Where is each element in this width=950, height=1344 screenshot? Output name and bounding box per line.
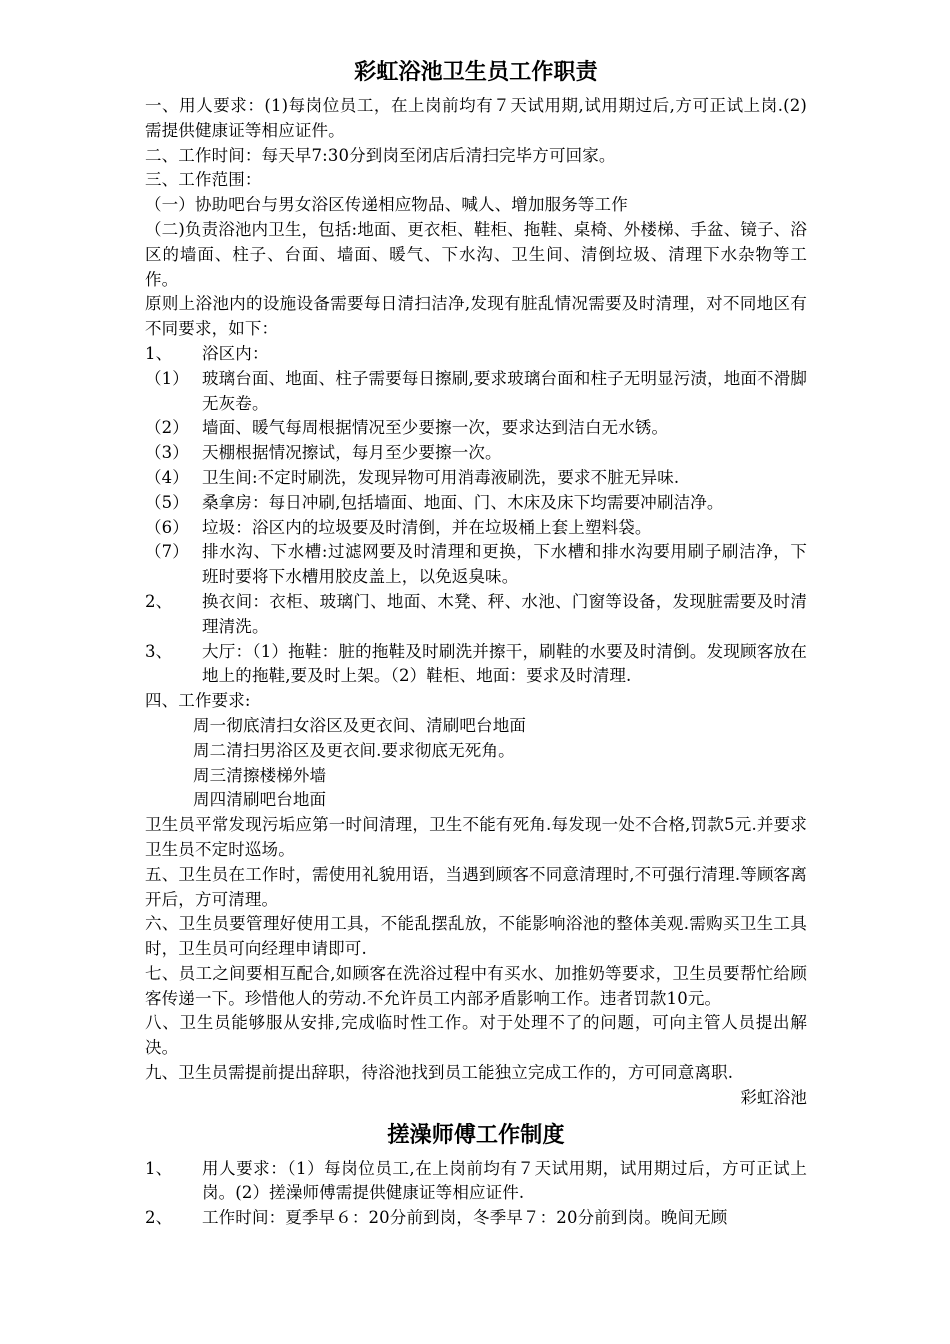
paragraph-rule-9: 九、卫生员需提前提出辞职，待浴池找到员工能独立完成工作的，方可同意离职.	[145, 1063, 734, 1083]
list-number: （3）	[145, 443, 189, 463]
paragraph-work-requirements-heading: 四、工作要求:	[145, 691, 251, 711]
list-item	[145, 590, 807, 640]
list-item	[145, 441, 807, 466]
list-number: 1、	[145, 343, 173, 363]
signature: 彩虹浴池	[740, 1087, 807, 1107]
list-text: 墙面、暖气每周根据情况至少要擦一次，要求达到洁白无水锈。	[202, 418, 669, 438]
weekly-task: 周一彻底清扫女浴区及更衣间、清刷吧台地面	[193, 715, 526, 735]
list-item	[145, 466, 807, 491]
list-number: 2、	[145, 591, 173, 611]
list-number: 2、	[145, 1208, 173, 1228]
paragraph-scope-1: （一）协助吧台与男女浴区传递相应物品、喊人、增加服务等工作	[145, 195, 628, 215]
document-page	[145, 56, 807, 1231]
list-number: （7）	[145, 542, 189, 562]
list-item	[145, 540, 807, 590]
list-item	[145, 416, 807, 441]
paragraph-employment-requirements: 一、用人要求：(1)每岗位员工，在上岗前均有７天试用期,试用期过后,方可正试上岗.(2)需提供健康证等相应证件。	[145, 96, 807, 140]
weekly-task: 周三清擦楼梯外墙	[193, 765, 327, 785]
list-item	[145, 1206, 807, 1231]
list-number: （4）	[145, 467, 189, 487]
paragraph-rule-6: 六、卫生员要管理好使用工具，不能乱摆乱放，不能影响浴池的整体美观.需购买卫生工具时，卫生员可向经理申请即可.	[145, 914, 807, 959]
list-text: 卫生间:不定时刷洗，发现异物可用消毒液刷洗，要求不脏无异味.	[202, 467, 680, 487]
list-text: 浴区内：	[202, 343, 269, 363]
list-text: 天棚根据情况擦试，每月至少要擦一次。	[202, 443, 502, 463]
list-text: 大厅：（1）拖鞋：脏的拖鞋及时刷洗并擦干，刷鞋的水要及时清倒。发现顾客放在地上的拖鞋,要及时上架。（2）鞋柜、地面：要求及时清理.	[202, 641, 807, 686]
list-item	[145, 516, 807, 541]
list-text: 换衣间：衣柜、玻璃门、地面、木凳、秤、水池、门窗等设备，发现脏需要及时清理清洗。	[202, 591, 807, 636]
list-number: （2）	[145, 418, 189, 438]
list-number: （5）	[145, 492, 189, 512]
list-number: 1、	[145, 1158, 173, 1178]
paragraph-principle: 原则上浴池内的设施设备需要每日清扫洁净,发现有脏乱情况需要及时清理，对不同地区有不同要求，如下：	[145, 294, 807, 339]
paragraph-scope-heading: 三、工作范围：	[145, 170, 262, 190]
weekly-task: 周四清刷吧台地面	[193, 790, 327, 810]
paragraph-working-hours: 二、工作时间：每天早7:30分到岗至闭店后清扫完毕方可回家。	[145, 145, 616, 165]
list-text: 排水沟、下水槽:过滤网要及时清理和更换，下水槽和排水沟要用刷子刷洁净，下班时要将下水槽用胶皮盖上，以免返臭味。	[202, 542, 807, 587]
list-text: 工作时间：夏季早６：20分前到岗，冬季早７：20分前到岗。晚间无顾	[202, 1208, 728, 1228]
list-item	[145, 342, 807, 367]
paragraph-rule-5: 五、卫生员在工作时，需使用礼貌用语，当遇到顾客不同意清理时,不可强行清理.等顾客离开后，方可清理。	[145, 864, 807, 909]
list-item	[145, 367, 807, 417]
list-number: （1）	[145, 368, 189, 388]
list-number: （6）	[145, 517, 189, 537]
list-item	[145, 640, 807, 690]
list-text: 垃圾：浴区内的垃圾要及时清倒，并在垃圾桶上套上塑料袋。	[202, 517, 652, 537]
section-title: 搓澡师傅工作制度	[387, 1122, 565, 1148]
paragraph-rule-7: 七、员工之间要相互配合,如顾客在洗浴过程中有买水、加推奶等要求，卫生员要帮忙给顾客传递一下。珍惜他人的劳动.不允许员工内部矛盾影响工作。违者罚款10元。	[145, 963, 807, 1008]
paragraph-penalty: 卫生员平常发现污垢应第一时间清理，卫生不能有死角.每发现一处不合格,罚款5元.并要求卫生员不定时巡场。	[145, 815, 807, 859]
paragraph-scope-2: （二)负责浴池内卫生，包括:地面、更衣柜、鞋柜、拖鞋、桌椅、外楼梯、手盆、镜子、浴区的墙面、柱子、台面、墙面、暖气、下水沟、卫生间、清倒垃圾、清理下水杂物等工作。	[145, 219, 807, 289]
list-item	[145, 1157, 807, 1207]
list-number: 3、	[145, 641, 173, 661]
weekly-task: 周二清扫男浴区及更衣间.要求彻底无死角。	[193, 740, 515, 760]
list-item	[145, 491, 807, 516]
document-title: 彩虹浴池卫生员工作职责	[354, 60, 598, 85]
list-text: 桑拿房：每日冲刷,包括墙面、地面、门、木床及床下均需要冲刷洁净。	[202, 492, 724, 512]
paragraph-rule-8: 八、卫生员能够服从安排,完成临时性工作。对于处理不了的问题，可向主管人员提出解决。	[145, 1013, 807, 1058]
list-text: 玻璃台面、地面、柱子需要每日擦刷,要求玻璃台面和柱子无明显污渍，地面不滑脚无灰卷。	[202, 368, 807, 413]
list-text: 用人要求：（1）每岗位员工,在上岗前均有７天试用期，试用期过后，方可正试上岗。(2）搓澡师傅需提供健康证等相应证件.	[202, 1158, 807, 1203]
